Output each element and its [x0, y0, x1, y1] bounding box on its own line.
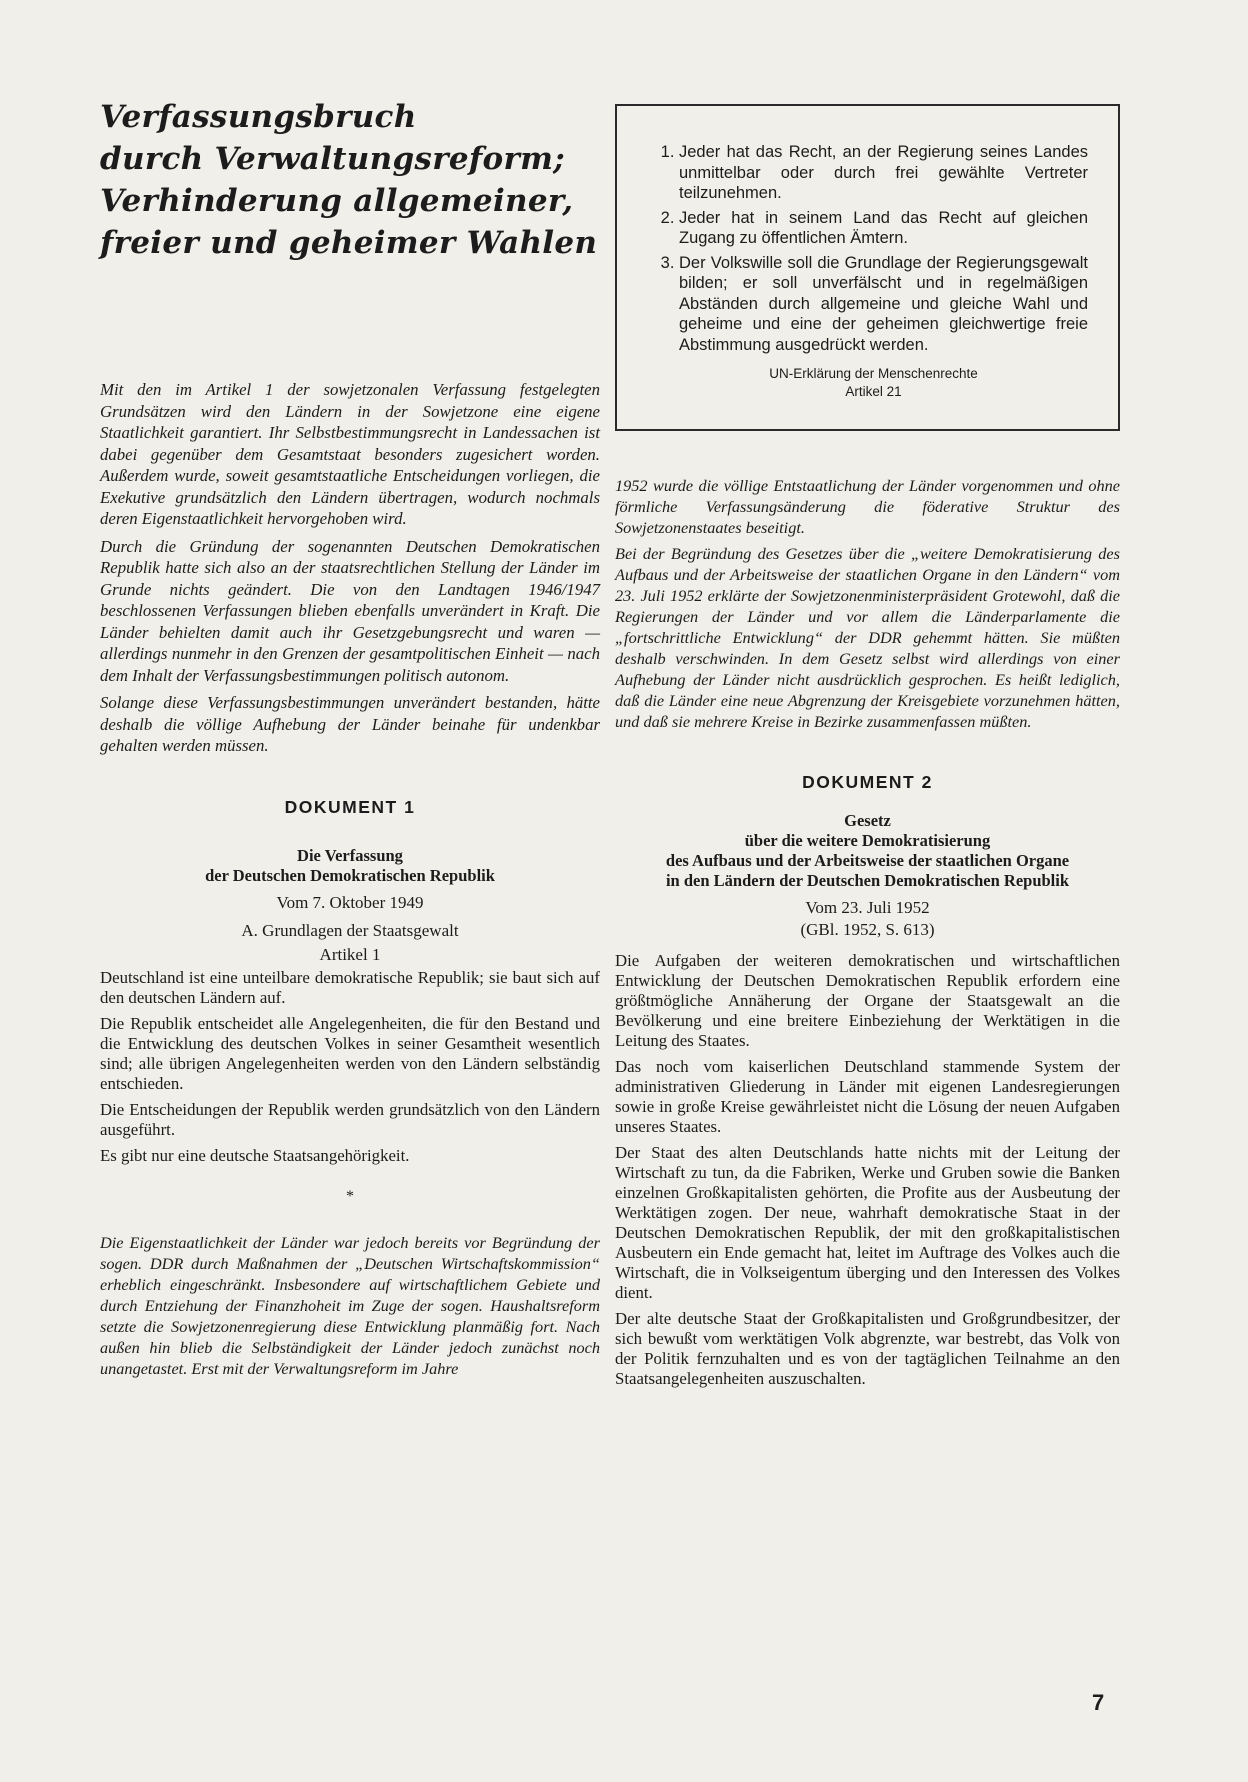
paragraph: Der Staat des alten Deutschlands hatte nichts mit der Leitung der Wirtschaft zu tun, da die Fabriken, Werke und Gruben sowie die Banken einzelnen Großkapitalisten gehörten, die Profite aus der Ausbeutung der Werktätigen zogen. Der neue, wahrhaft demokratische Staat in der Deutschen Demokratischen Republik, der mit den großkapitalistischen Ausbeutern ein Ende gemacht hat, leitet im Auftrage des Volkes auch die Wirtschaft, die in Volkseigentum überging und den Interessen des Volkes dient.: [615, 1143, 1120, 1302]
headline-line: freier und geheimer Wahlen: [100, 225, 598, 261]
dokument2-date: Vom 23. Juli 1952: [805, 898, 930, 917]
paragraph: Der alte deutsche Staat der Großkapitalisten und Großgrundbesitzer, der sich bewußt vom werktätigen Volk abgrenzte, war bestrebt, das Volk von der Politik fernzuhalten und es von der tagtäglichen Teilnahme an den Staatsangelegenheiten auszuschalten.: [615, 1309, 1120, 1388]
paragraph: Die Aufgaben der weiteren demokratischen und wirtschaftlichen Entwicklung der Deutschen Demokratischen Republik erfordern eine größtmögliche Annäherung der Organe der Staatsgewalt an die Bevölkerung und eine breitere Einbeziehung der Werktätigen in die Leitung des Staates.: [615, 951, 1120, 1050]
dokument1-body: [100, 968, 600, 1166]
dokument2-title: [615, 811, 1120, 891]
headline-line: Verfassungsbruch: [100, 99, 417, 135]
paragraph: Deutschland ist eine unteilbare demokratische Republik; sie baut sich auf den deutschen Ländern auf.: [100, 967, 600, 1007]
paragraph: Bei der Begründung des Gesetzes über die „weitere Demokratisierung des Aufbaus und der Arbeitsweise der staatlichen Organe in den Ländern“ vom 23. Juli 1952 erklärte der Sowjetzonenministerpräsident Grotewohl, daß die Regierungen der Länder und vor allem die Länderparlamente die „fortschrittliche Entwicklung“ der DDR gehemmt hätten. Sie müßten deshalb verschwinden. In dem Gesetz selbst wird allerdings von einer Aufhebung der Länder nicht ausdrücklich gesprochen. Es heißt lediglich, daß die Länder eine neue Abgrenzung der Kreisgebiete vorzunehmen hätten, und daß sie mehrere Kreise in Bezirke zusammenfassen müßten.: [615, 544, 1120, 731]
right-commentary: [615, 475, 1120, 732]
headline: [100, 96, 600, 264]
paragraph: Solange diese Verfassungsbestimmungen unverändert bestanden, hätte deshalb die völlige Aufhebung der Länder beinahe für undenkbar gehalten werden müssen.: [100, 693, 600, 755]
left-column: [100, 96, 600, 1384]
right-column: [615, 104, 1120, 1395]
paragraph: 1952 wurde die völlige Entstaatlichung der Länder vorgenommen und ohne förmliche Verfassungsänderung die föderative Struktur des Sowjetzonenstaates beseitigt.: [615, 476, 1120, 537]
list-item: 2. Jeder hat in seinem Land das Recht auf gleichen Zugang zu öffentlichen Ämtern.: [679, 208, 1088, 249]
dokument1-section: A. Grundlagen der Staatsgewalt: [241, 920, 459, 940]
dokument1-label: DOKUMENT 1: [284, 796, 416, 817]
title-line: Gesetz: [844, 811, 891, 830]
intro-text: [100, 379, 600, 757]
paragraph: Mit den im Artikel 1 der sowjetzonalen Verfassung festgelegten Grundsätzen wird den Ländern in der Sowjetzone eine eigene Staatlichkeit garantiert. Ihr Selbstbestimmungsrecht in Landessachen ist dabei gegenüber dem Gesamtstaat besonders zugesichert worden. Außerdem wurde, soweit gesamtstaatliche Entscheidungen vorliegen, die Exekutive grundsätzlich den Ländern übertragen, wodurch nochmals deren Eigenstaatlichkeit hervorgehoben wird.: [100, 380, 600, 528]
paragraph: Die Republik entscheidet alle Angelegenheiten, die für den Bestand und die Entwicklung des deutschen Volkes in seiner Gesamtheit wesentlich sind; alle übrigen Angelegenheiten werden von den Ländern selbständig entschieden.: [100, 1013, 600, 1093]
headline-line: durch Verwaltungsreform;: [100, 141, 565, 177]
list-item: 1. Jeder hat das Recht, an der Regierung seines Landes unmittelbar oder durch frei gewählte Vertreter teilzunehmen.: [679, 142, 1088, 204]
headline-line: Verhinderung allgemeiner,: [100, 183, 574, 219]
un-declaration-box: [615, 104, 1120, 431]
dokument2-body: [615, 951, 1120, 1389]
dokument2-source: (GBl. 1952, S. 613): [800, 920, 935, 939]
citation-line: UN-Erklärung der Menschenrechte: [769, 366, 978, 381]
dokument1-title: [100, 846, 600, 886]
dokument1-date: Vom 7. Oktober 1949: [276, 892, 424, 912]
citation: [659, 365, 1088, 401]
title-line: in den Ländern der Deutschen Demokratischen Republik: [665, 871, 1070, 890]
dokument2-label: DOKUMENT 2: [802, 772, 933, 792]
list-item: 3. Der Volkswille soll die Grundlage der Regierungsgewalt bilden; er soll unverfälscht und in regelmäßigen Abständen durch allgemeine und gleiche Wahl und geheime und eine der geheimen gleichwertige freie Abstimmung ausgedrückt werden.: [679, 253, 1088, 356]
page-number: 7: [1092, 1690, 1105, 1715]
paragraph: Das noch vom kaiserlichen Deutschland stammende System der administrativen Gliederung in Länder mit eigenen Landesregierungen sowie in große Kreise gewährleistet nicht die Lösung der neuen Aufgaben unseres Staates.: [615, 1057, 1120, 1136]
paragraph: Die Eigenstaatlichkeit der Länder war jedoch bereits vor Begründung der sogen. DDR durch Maßnahmen der „Deutschen Wirtschaftskommission“ erheblich eingeschränkt. Insbesondere auf wirtschaftlichem Gebiete und durch Entziehung der Finanzhoheit im Zuge der sogen. Haushaltsreform setzte die Sowjetzonenregierung diese Entwicklung planmäßig fort. Nach außen hin blieb die Selbständigkeit der Länder jedoch zunächst noch unangetastet. Erst mit der Verwaltungsreform im Jahre: [100, 1232, 600, 1378]
dokument1-commentary: [100, 1232, 600, 1379]
paragraph: Es gibt nur eine deutsche Staatsangehörigkeit.: [100, 1145, 410, 1165]
paragraph: Die Entscheidungen der Republik werden grundsätzlich von den Ländern ausgeführt.: [100, 1099, 600, 1139]
title-line: über die weitere Demokratisierung: [744, 831, 991, 850]
section-separator: *: [346, 1187, 354, 1205]
citation-line: Artikel 21: [845, 384, 902, 399]
dokument1-article: Artikel 1: [319, 944, 381, 964]
title-line: der Deutschen Demokratischen Republik: [205, 865, 495, 885]
rights-list: [659, 142, 1088, 355]
paragraph: Durch die Gründung der sogenannten Deutschen Demokratischen Republik hatte sich also an der staatsrechtlichen Stellung der Länder im Grunde nichts geändert. Die von den Landtagen 1946/1947 beschlossenen Verfassungen blieben ebenfalls unverändert in Kraft. Die Länder behielten damit auch ihr Gesetzgebungsrecht und waren — allerdings nunmehr in den Grenzen der gesamtpolitischen Einheit — nach dem Inhalt der Verfassungsbestimmungen politisch autonom.: [100, 536, 600, 685]
title-line: des Aufbaus und der Arbeitsweise der staatlichen Organe: [665, 851, 1070, 870]
title-line: Die Verfassung: [297, 845, 403, 865]
